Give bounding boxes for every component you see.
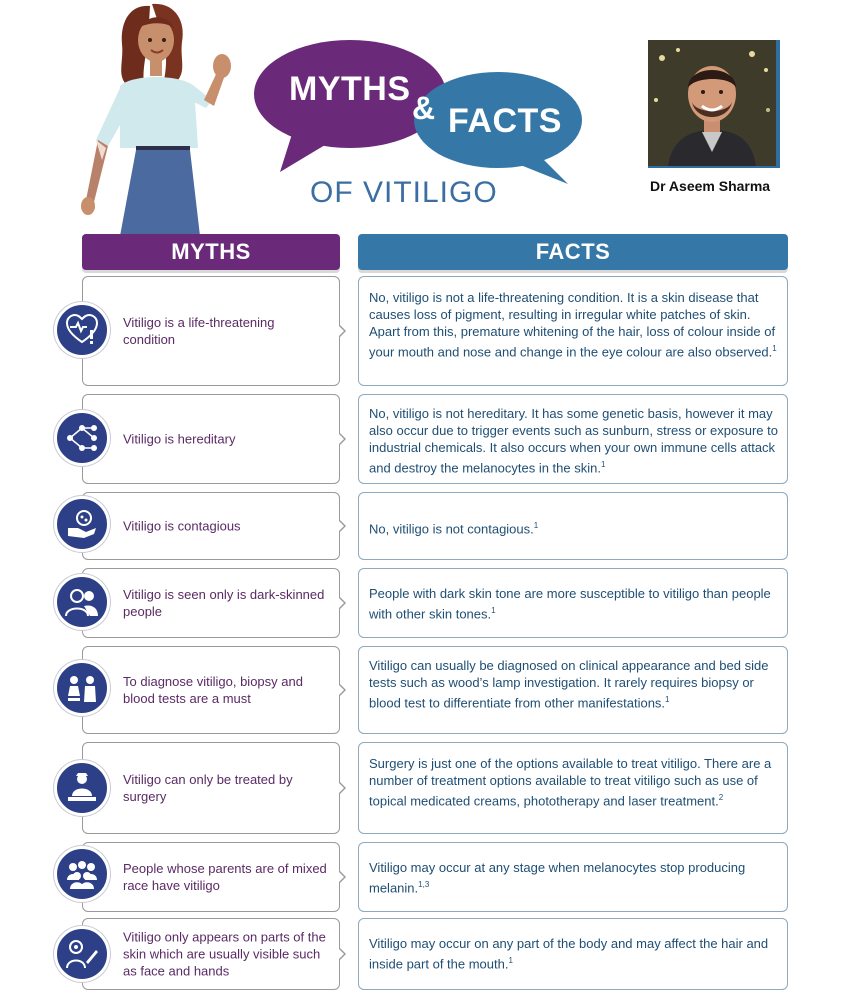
myth-text: Vitiligo is contagious bbox=[123, 518, 241, 534]
title-myths: MYTHS bbox=[289, 70, 411, 108]
myth-card bbox=[82, 568, 340, 638]
row-arrow bbox=[339, 519, 346, 533]
myth-card bbox=[82, 646, 340, 734]
myth-card bbox=[82, 492, 340, 560]
subtitle: OF VITILIGO bbox=[310, 176, 498, 209]
myth-text: Vitiligo is seen only is dark-skinned people bbox=[123, 587, 325, 619]
myth-card bbox=[82, 394, 340, 484]
fact-text: No, vitiligo is not hereditary. It has some genetic basis, however it may also occur due to trigger events such as sunburn, stress or exposure to industrial chemicals. It also occurs when your own immune cells attack and destroy the melanocytes in the skin.$^1$ bbox=[369, 406, 778, 476]
facts-column-header: FACTS bbox=[358, 234, 788, 270]
myths-column-header: MYTHS bbox=[82, 234, 340, 270]
surgeon-icon bbox=[54, 760, 110, 816]
doctor-consultation-icon bbox=[54, 660, 110, 716]
myth-text: Vitiligo can only be treated by surgery bbox=[123, 772, 293, 804]
fact-card bbox=[358, 918, 788, 990]
fact-text: No, vitiligo is not contagious.$^1$ bbox=[369, 521, 539, 537]
row-arrow bbox=[339, 683, 346, 697]
myth-card bbox=[82, 918, 340, 990]
row-arrow bbox=[339, 596, 346, 610]
myth-text: People whose parents are of mixed race have vitiligo bbox=[123, 861, 327, 893]
myth-text: Vitiligo only appears on parts of the skin which are usually visible such as face and hands bbox=[123, 929, 326, 979]
myth-card bbox=[82, 842, 340, 912]
hand-germ-icon bbox=[54, 496, 110, 552]
fact-card bbox=[358, 568, 788, 638]
fact-text: Vitiligo may occur on any part of the body and may affect the hair and inside part of the mouth.$^1$ bbox=[369, 936, 769, 972]
people-silhouette-icon bbox=[54, 574, 110, 630]
row-arrow bbox=[339, 324, 346, 338]
fact-text: People with dark skin tone are more susceptible to vitiligo than people with other skin tones.$^1$ bbox=[369, 586, 771, 622]
fact-card bbox=[358, 646, 788, 734]
fact-card bbox=[358, 394, 788, 484]
myth-text: To diagnose vitiligo, biopsy and blood tests are a must bbox=[123, 674, 303, 706]
title-facts: FACTS bbox=[448, 102, 562, 140]
author-name: Dr Aseem Sharma bbox=[650, 178, 771, 194]
fact-text: No, vitiligo is not a life-threatening condition. It is a skin disease that causes loss of pigment, resulting in irregular white patches of skin. Apart from this, premature whitening of the hair, loss of colour inside of your mouth and nose and change in the eye colour are also observed.$^1$ bbox=[369, 290, 777, 360]
fact-card bbox=[358, 842, 788, 912]
fact-card bbox=[358, 276, 788, 386]
heartbeat-warning-icon bbox=[54, 302, 110, 358]
row-arrow bbox=[339, 781, 346, 795]
title-ampersand: & bbox=[412, 90, 436, 126]
body-parts-icon bbox=[54, 926, 110, 982]
fact-text: Vitiligo can usually be diagnosed on clinical appearance and bed side tests such as wood’s lamp investigation. It rarely requires biopsy or blood test to differentiate from other manifestations.$^1$ bbox=[369, 658, 769, 711]
myth-text: Vitiligo is a life-threatening condition bbox=[123, 315, 275, 347]
myth-text: Vitiligo is hereditary bbox=[123, 431, 236, 447]
row-arrow bbox=[339, 870, 346, 884]
family-tree-icon bbox=[54, 410, 110, 466]
woman-illustration bbox=[76, 0, 236, 236]
row-arrow bbox=[339, 432, 346, 446]
row-arrow bbox=[339, 947, 346, 961]
fact-card bbox=[358, 492, 788, 560]
fact-text: Vitiligo may occur at any stage when melanocytes stop producing melanin.$^{1,3}$ bbox=[369, 860, 746, 896]
myth-card bbox=[82, 742, 340, 834]
fact-text: Surgery is just one of the options available to treat vitiligo. There are a number of treatment options available to treat vitiligo such as use of topical medicated creams, phototherapy and laser treatment.$^2$ bbox=[369, 756, 772, 809]
crowd-icon bbox=[54, 846, 110, 902]
author-photo bbox=[648, 40, 776, 166]
fact-card bbox=[358, 742, 788, 834]
myth-card bbox=[82, 276, 340, 386]
